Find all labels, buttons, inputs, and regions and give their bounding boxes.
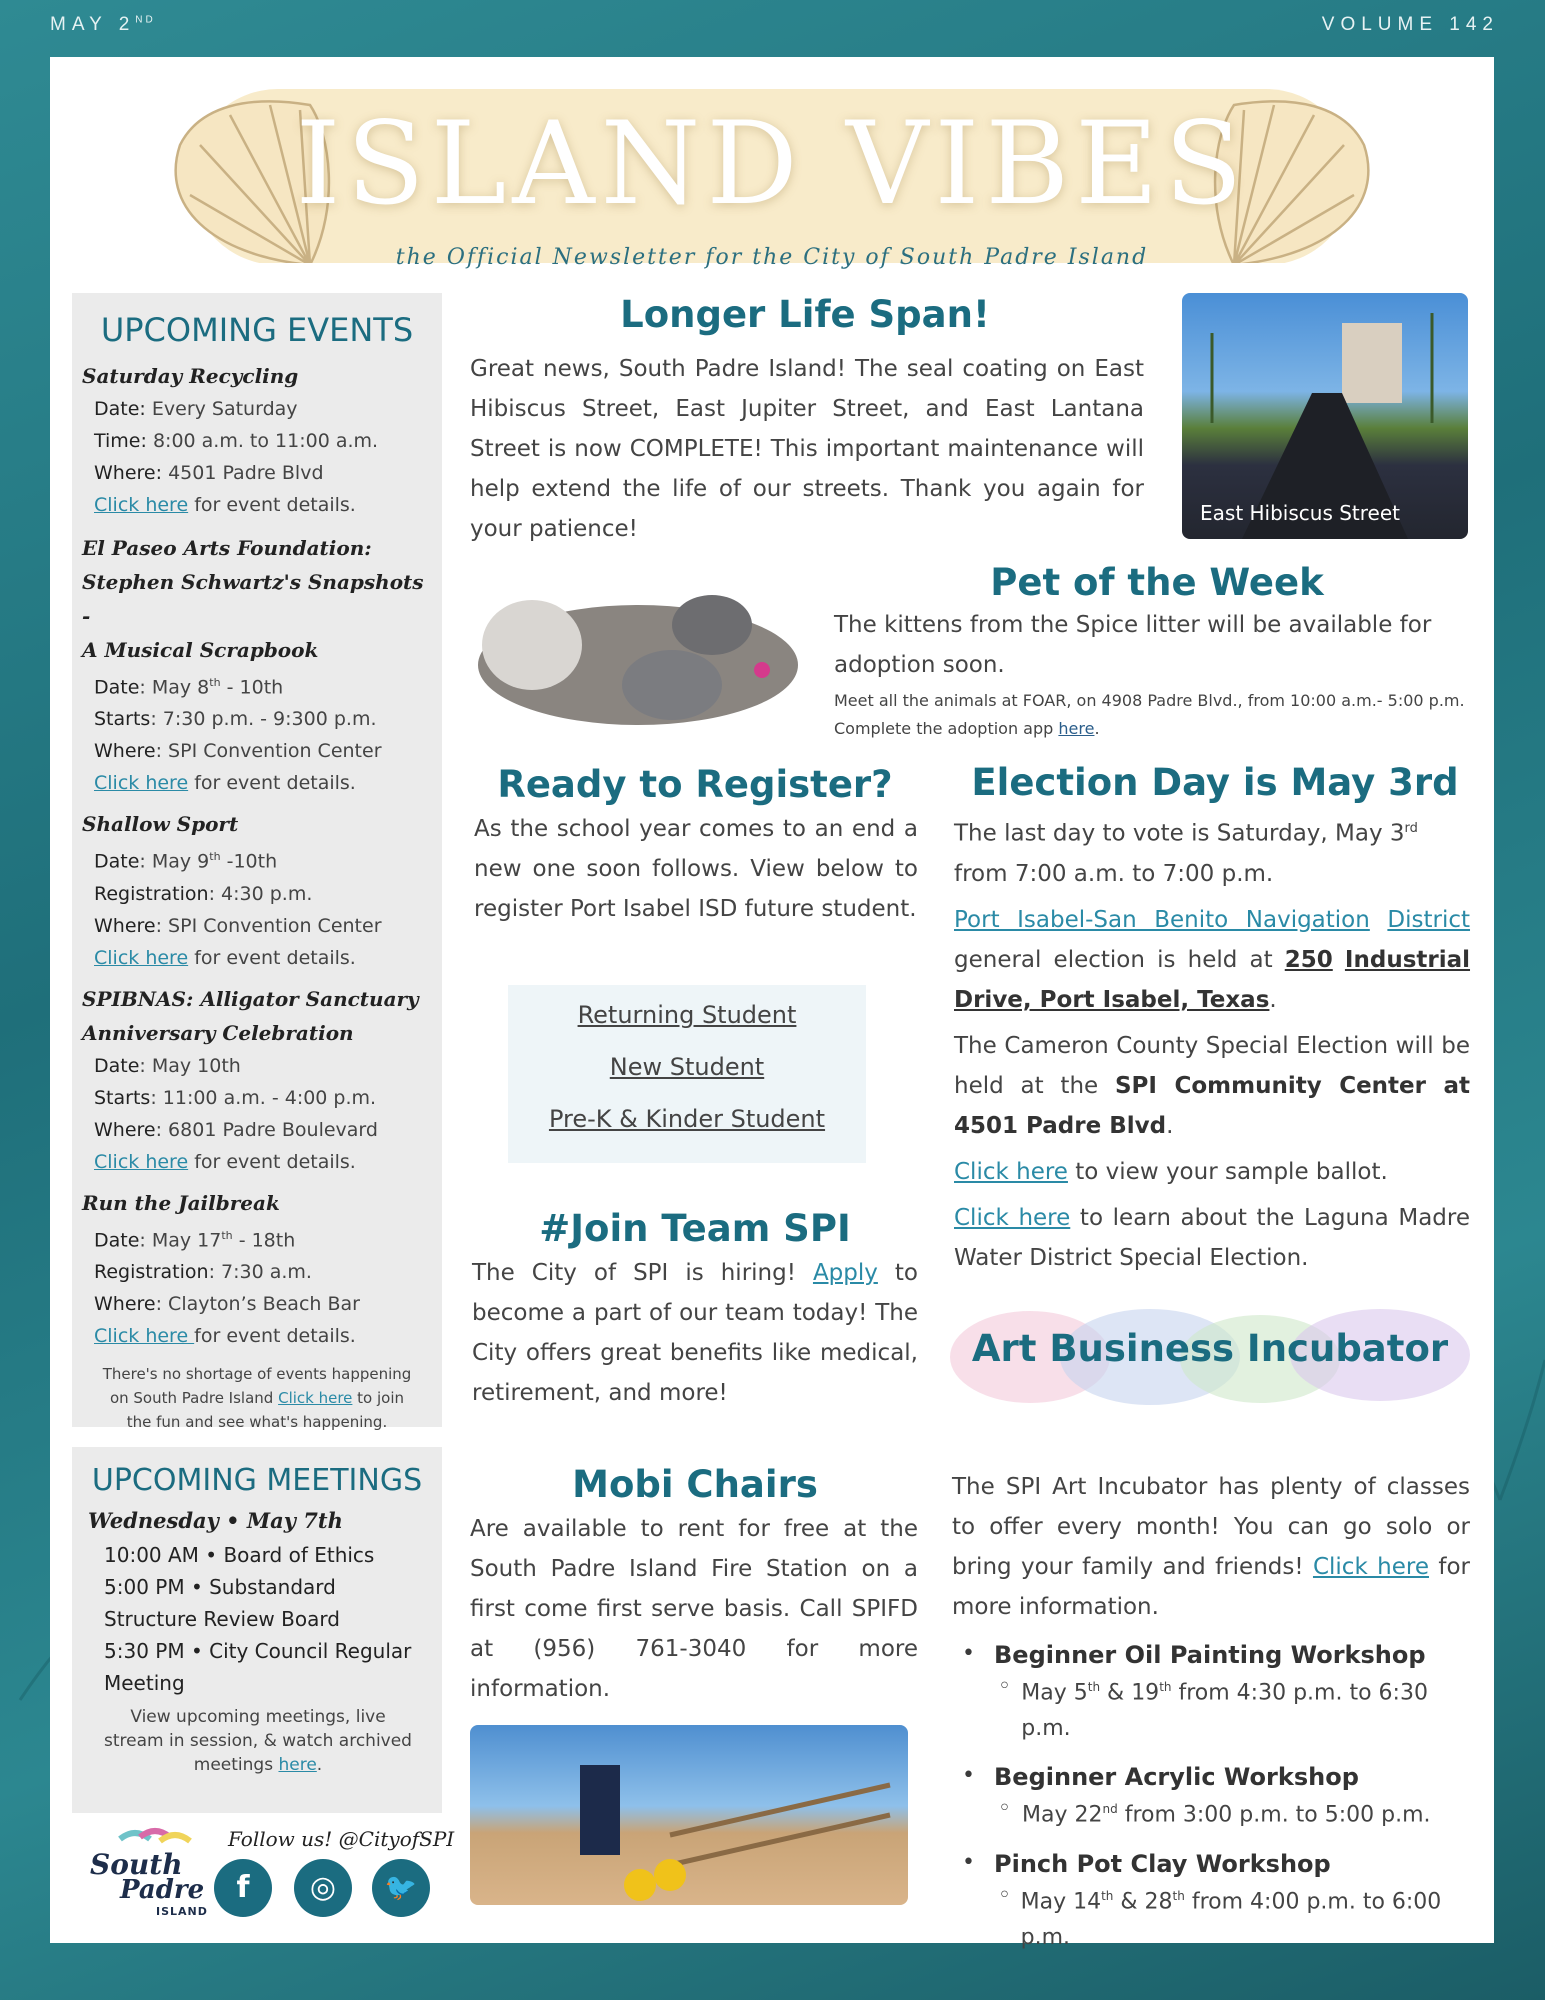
upcoming-meetings-panel	[72, 1447, 442, 1813]
mobi-heading: Mobi Chairs	[572, 1463, 818, 1506]
event-date: Date: Every Saturday	[94, 398, 298, 420]
twitter-icon[interactable]: 🐦	[372, 1859, 430, 1917]
event-where: Where: 6801 Padre Boulevard	[94, 1118, 378, 1141]
workshop-list: • Beginner Oil Painting Workshop ◦ May 5th & 19th from 4:30 p.m. to 6:30 p.m. • Beginner Acrylic Workshop ◦ May 22nd from 3:00 p.m. to 5:00 p.m. • Pinch Pot Clay Workshop ◦ May 14th & 28th from 4:00 p.m. to 6:00 p.m.	[962, 1641, 1470, 1956]
kittens-photo	[472, 565, 804, 741]
meeting-item: Structure Review Board	[104, 1607, 340, 1631]
event-registration: Registration: 7:30 a.m.	[94, 1260, 312, 1283]
meeting-item: 10:00 AM • Board of Ethics	[104, 1543, 375, 1567]
newsletter-title: ISLAND VIBES	[295, 97, 1249, 230]
meeting-day: Wednesday • May 7th	[88, 1508, 343, 1533]
mobi-text: Are available to rent for free at the South Padre Island Fire Station on a first come first serve basis. Call SPIFD at (956) 761-3040 for more information.	[470, 1516, 918, 1702]
event-where: Where: Clayton’s Beach Bar	[94, 1292, 360, 1315]
workshop-title: Beginner Oil Painting Workshop	[994, 1641, 1426, 1669]
facebook-icon[interactable]: f	[214, 1859, 272, 1917]
prek-kinder-link[interactable]: Pre-K & Kinder Student	[548, 1105, 826, 1133]
sample-ballot-link[interactable]: Click here	[954, 1158, 1068, 1185]
newsletter-page	[50, 57, 1494, 1950]
register-text: As the school year comes to an end a new one soon follows. View below to register Port Isabel ISD future student.	[474, 816, 918, 922]
event-time: Time: 8:00 a.m. to 11:00 a.m.	[94, 430, 379, 452]
event-title: SPIBNAS: Alligator Sanctuary	[82, 986, 419, 1011]
navigation-district-link[interactable]: District	[1387, 906, 1471, 933]
upcoming-meetings-heading: UPCOMING MEETINGS	[91, 1463, 423, 1498]
event-details-link[interactable]: Click here	[94, 772, 189, 795]
jointeam-text: The City of SPI is hiring! Apply to become a part of our team today! The City offers great benefits like medical, retirement, and more!	[472, 1260, 918, 1406]
lifespan-heading: Longer Life Span!	[620, 293, 990, 336]
event-title: Shallow Sport	[82, 812, 239, 837]
meeting-item: Meeting	[104, 1671, 185, 1695]
follow-us-label: Follow us! @CityofSPI	[228, 1827, 455, 1851]
event-where: Where: SPI Convention Center	[94, 740, 382, 763]
newsletter-banner	[150, 85, 1394, 270]
issue-date: MAY 2ND	[50, 14, 156, 35]
workshop-title: Pinch Pot Clay Workshop	[994, 1849, 1331, 1878]
water-district-link[interactable]: Click here	[954, 1204, 1071, 1231]
event-starts: Starts: 11:00 a.m. - 4:00 p.m.	[94, 1086, 377, 1109]
event-date: Date: May 10th	[94, 1054, 241, 1077]
art-heading: Art Business Incubator	[971, 1327, 1449, 1370]
navigation-district-link[interactable]: Port Isabel-San Benito Navigation	[954, 906, 1370, 933]
election-heading: Election Day is May 3rd	[971, 761, 1459, 804]
mobi-chair-photo	[470, 1725, 908, 1905]
pet-note: Meet all the animals at FOAR, on 4908 Padre Blvd., from 10:00 a.m.- 5:00 p.m. Complete the adoption app here.	[834, 691, 1465, 738]
register-heading: Ready to Register?	[497, 763, 893, 806]
returning-student-link[interactable]: Returning Student	[577, 1001, 797, 1029]
event-title: A Musical Scrapbook	[82, 638, 319, 662]
event-date: Date: May 17th - 18th	[94, 1228, 296, 1251]
pet-text: The kittens from the Spice litter will be available for adoption soon.	[834, 612, 1432, 678]
event-details-link[interactable]: Click here	[94, 946, 189, 969]
meetings-note: View upcoming meetings, live stream in session, & watch archived meetings here.	[104, 1707, 412, 1775]
pet-heading: Pet of the Week	[990, 561, 1324, 604]
event-registration: Registration: 4:30 p.m.	[94, 882, 313, 905]
event-title: Anniversary Celebration	[82, 1020, 354, 1045]
event-details-link[interactable]: Click here	[94, 1324, 195, 1347]
newsletter-subtitle: the Official Newsletter for the City of South Padre Island	[395, 245, 1149, 270]
workshop-date: ◦ May 14th & 28th from 4:00 p.m. to 6:00 p.m.	[998, 1882, 1442, 1950]
event-date: Date: May 8th - 10th	[94, 676, 284, 699]
instagram-icon[interactable]: ◎	[294, 1859, 352, 1917]
apply-link[interactable]: Apply	[812, 1260, 878, 1286]
workshop-date: ◦ May 5th & 19th from 4:30 p.m. to 6:30 p.m.	[998, 1674, 1428, 1742]
all-events-link[interactable]: Click here	[278, 1388, 353, 1407]
event-details-link[interactable]: Click here	[94, 1150, 189, 1173]
jointeam-heading: #Join Team SPI	[539, 1207, 851, 1250]
events-footer-note: There's no shortage of events happening on South Padre Island Click here to join the fun and see what's happening.	[102, 1364, 412, 1431]
volume-number: VOLUME 142	[1321, 14, 1499, 35]
lifespan-text: Great news, South Padre Island! The seal coating on East Hibiscus Street, East Jupiter Street, and East Lantana Street is now COMPLETE! This important maintenance will help extend the life of our streets. Thank you again for your patience!	[470, 356, 1144, 542]
event-details-link[interactable]: Click here	[94, 494, 189, 516]
art-info-link[interactable]: Click here	[1312, 1554, 1429, 1580]
workshop-date: ◦ May 22nd from 3:00 p.m. to 5:00 p.m.	[998, 1796, 1431, 1828]
event-where: Where: SPI Convention Center	[94, 914, 382, 937]
south-padre-logo: South Padre ISLAND	[90, 1827, 210, 1917]
event-title: Stephen Schwartz's Snapshots -	[82, 570, 424, 628]
event-title: Run the Jailbreak	[82, 1190, 280, 1215]
event-title: Saturday Recycling	[82, 364, 299, 388]
event-starts: Starts: 7:30 p.m. - 9:300 p.m.	[94, 708, 377, 731]
adoption-app-link[interactable]: here	[1058, 719, 1095, 738]
meetings-archive-link[interactable]: here	[278, 1755, 317, 1775]
event-where: Where: 4501 Padre Blvd	[94, 462, 324, 484]
meeting-item: 5:00 PM • Substandard	[104, 1575, 336, 1599]
registration-links-box	[508, 985, 866, 1163]
east-hibiscus-photo	[1182, 293, 1468, 539]
photo-caption: East Hibiscus Street	[1200, 501, 1400, 525]
upcoming-events-panel: UPCOMING EVENTS Saturday Recycling Date: Every Saturday Time: 8:00 a.m. to 11:00 a.m. Where: 4501 Padre Blvd Click here for event details. El Paseo Arts Foundation: Stephen Schwartz's Snapshots - A Musical Scrapbook Date: May 8th - 10th Starts: 7:30 p.m. - 9:300 p.m. Where: SPI Convention Center Click here for event details. Shallow Sport Date: May 9th -10th Registration: 4:30 p.m. Where: SPI Convention Center Click here for event details. SPIBNAS: Alligator Sanctuary Anniversary Celebration Date: May 10th Starts: 11:00 a.m. - 4:00 p.m. Where: 6801 Padre Boulevard Click here for event details. Run the Jailbreak Date: May 17th - 18th Registration: 7:30 a.m. Where: Clayton’s Beach Bar Click here for event details. There's no shortage of events happening on South Padre Island Click here to join the fun and see what's happening.	[72, 293, 442, 1427]
event-date: Date: May 9th -10th	[94, 850, 278, 873]
upcoming-events-heading: UPCOMING EVENTS	[100, 311, 414, 349]
election-text: The last day to vote is Saturday, May 3rd from 7:00 a.m. to 7:00 p.m. Port Isabel-San Benito Navigation District general election is held at 250 Industrial Drive, Port Isabel, Texas. The Cameron County Special Election will be held at the SPI Community Center at 4501 Padre Blvd. Click here to view your sample ballot. Click here to learn about the Laguna Madre Water District Special Election.	[954, 820, 1471, 1271]
workshop-title: Beginner Acrylic Workshop	[994, 1763, 1359, 1792]
event-title: El Paseo Arts Foundation:	[82, 536, 372, 560]
meeting-item: 5:30 PM • City Council Regular	[104, 1639, 412, 1663]
new-student-link[interactable]: New Student	[609, 1053, 765, 1081]
art-text: The SPI Art Incubator has plenty of classes to offer every month! You can go solo or bring your family and friends! Click here for more information.	[952, 1474, 1470, 1620]
